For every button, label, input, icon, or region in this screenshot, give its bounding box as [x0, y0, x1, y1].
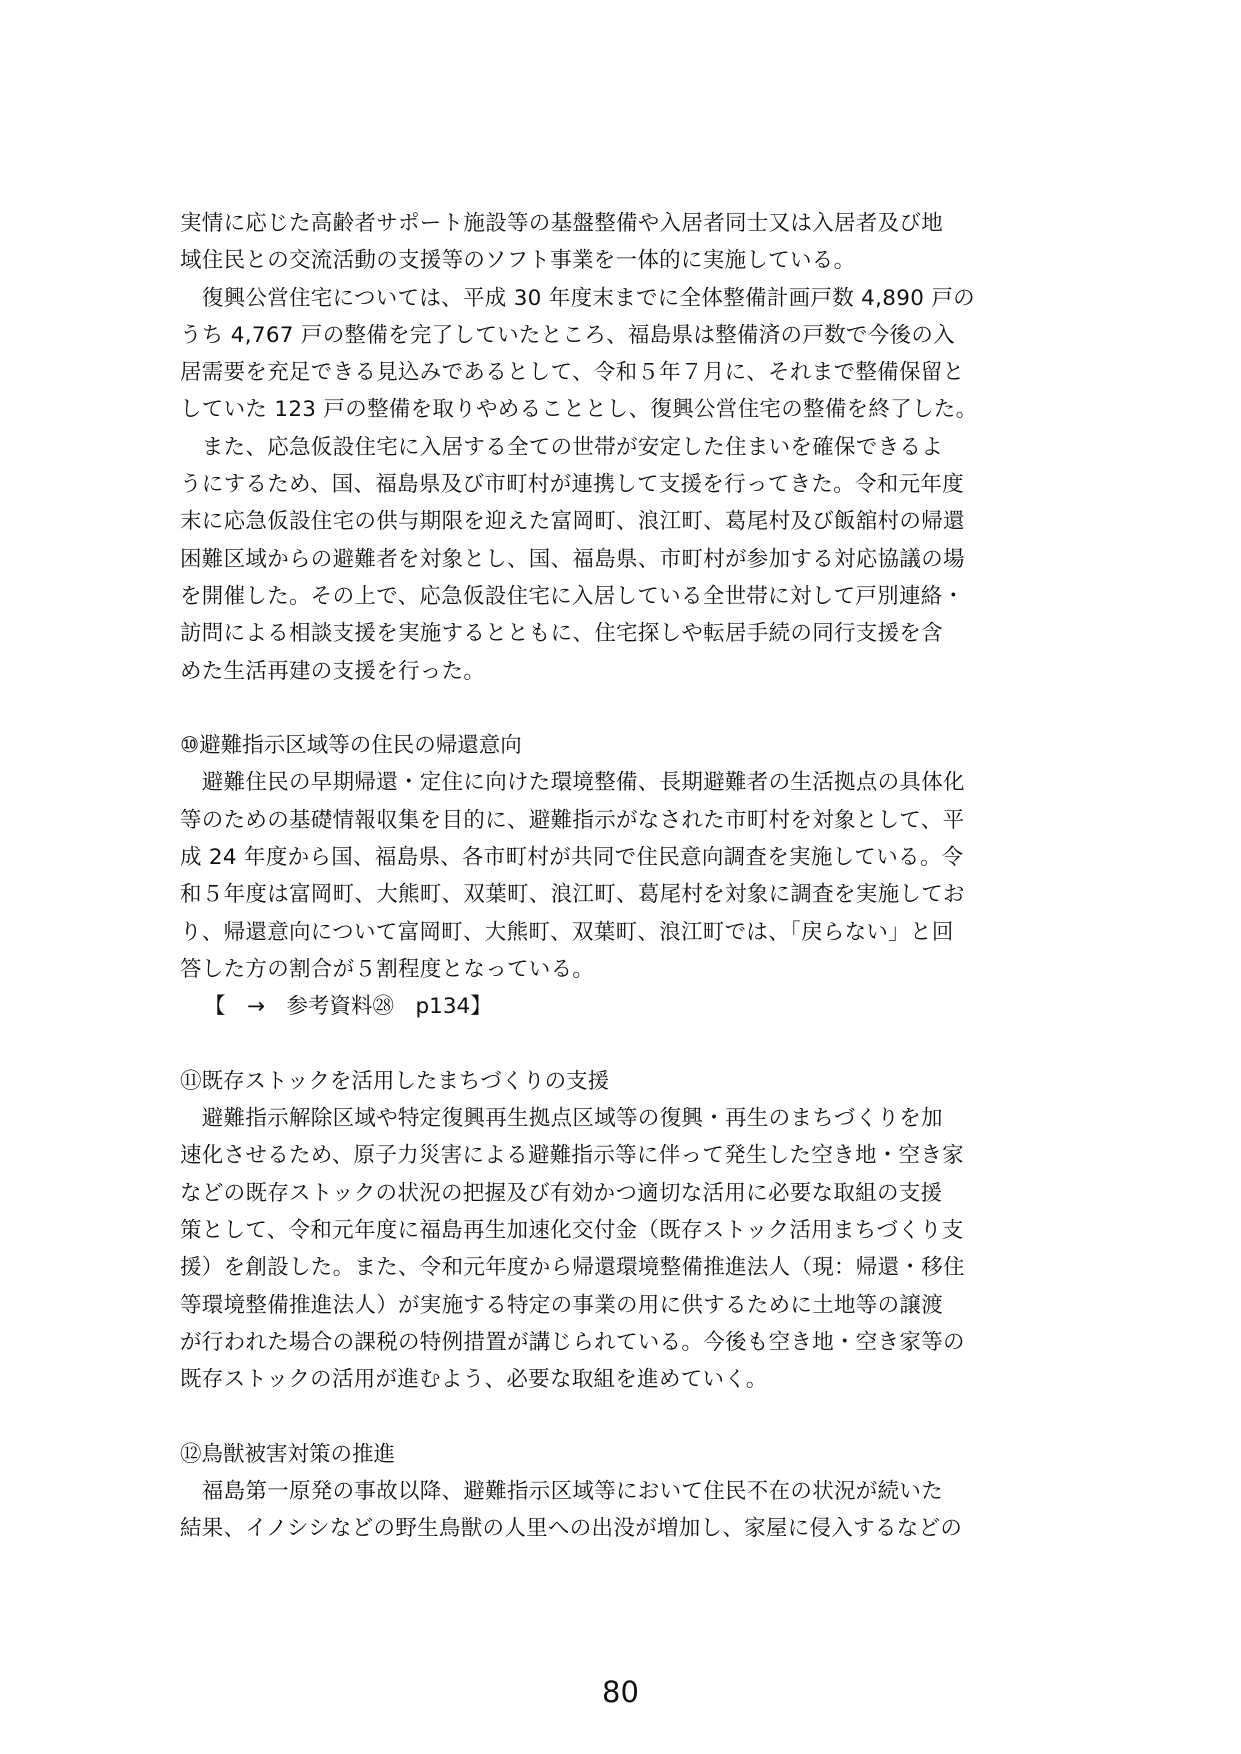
text-line: 答した方の割合が５割程度となっている。 [180, 956, 595, 982]
section-10 [180, 727, 1065, 1025]
text-line: 福島第一原発の事故以降、避難指示区域等において住民不在の状況が続いた [180, 1479, 944, 1505]
text-line: 等環境整備推進法人）が実施する特定の事業の用に供するために土地等の譲渡 [180, 1292, 944, 1318]
text-line: 援）を創設した。また、令和元年度から帰還環境整備推進法人（現：帰還・移住 [180, 1255, 965, 1281]
document-body [180, 205, 1065, 1548]
section-gap [180, 690, 1065, 727]
text-line: 成 24 年度から国、福島県、各市町村が共同で住民意向調査を実施している。令 [180, 845, 964, 871]
paragraph-temporary-housing [180, 429, 1065, 690]
paragraph-intro [180, 205, 1065, 280]
text-line: 和５年度は富岡町、大熊町、双葉町、浪江町、葛尾村を対象に調査を実施してお [180, 882, 965, 908]
text-line: 訪問による相談支援を実施するとともに、住宅探しや転居手続の同行支援を含 [180, 621, 944, 647]
text-line: 実情に応じた高齢者サポート施設等の基盤整備や入居者同士又は入居者及び地 [180, 211, 944, 236]
text-line: めた生活再建の支援を行った。 [180, 658, 486, 684]
text-line: などの既存ストックの状況の把握及び有効かつ適切な活用に必要な取組の支援 [180, 1180, 943, 1206]
section-12 [180, 1436, 1065, 1548]
reference-note: 【 → 参考資料㉘ p134】 [204, 994, 492, 1020]
section-heading: ⑫鳥獣被害対策の推進 [180, 1441, 396, 1467]
text-line: 域住民との交流活動の支援等のソフト事業を一体的に実施している。 [180, 248, 856, 274]
text-line: していた 123 戸の整備を取りやめることとし、復興公営住宅の整備を終了した。 [180, 397, 978, 423]
text-line: 避難住民の早期帰還・定住に向けた環境整備、長期避難者の生活拠点の具体化 [180, 770, 965, 796]
section-gap [180, 1399, 1065, 1436]
text-line: 避難指示解除区域や特定復興再生拠点区域等の復興・再生のまちづくりを加 [180, 1106, 943, 1132]
text-line: 策として、令和元年度に福島再生加速化交付金（既存ストック活用まちづくり支 [180, 1218, 964, 1244]
text-line: り、帰還意向について富岡町、大熊町、双葉町、浪江町では、「戻らない」と回 [180, 919, 954, 945]
section-11 [180, 1063, 1065, 1399]
text-line: 末に応急仮設住宅の供与期限を迎えた富岡町、浪江町、葛尾村及び飯舘村の帰還 [180, 509, 965, 535]
text-line: 既存ストックの活用が進むよう、必要な取組を進めていく。 [180, 1367, 768, 1393]
section-heading: ⑪既存ストックを活用したまちづくりの支援 [180, 1068, 610, 1094]
text-line: 結果、イノシシなどの野生鳥獣の人里への出没が増加し、家屋に侵入するなどの [180, 1516, 963, 1542]
text-line: を開催した。その上で、応急仮設住宅に入居している全世帯に対して戸別連絡・ [180, 583, 965, 609]
text-line: 速化させるため、原子力災害による避難指示等に伴って発生した空き地・空き家 [180, 1143, 964, 1169]
page-number: 80 [602, 1675, 639, 1709]
section-heading: ⑩避難指示区域等の住民の帰還意向 [180, 733, 522, 759]
text-line: 困難区域からの避難者を対象とし、国、福島県、市町村が参加する対応協議の場 [180, 546, 965, 572]
text-line: 復興公営住宅については、平成 30 年度末までに全体整備計画戸数 4,890 戸の [180, 285, 975, 311]
text-line: 等のための基礎情報収集を目的に、避難指示がなされた市町村を対象として、平 [180, 807, 965, 833]
section-gap [180, 1026, 1065, 1063]
text-line: が行われた場合の課税の特例措置が講じられている。今後も空き地・空き家等の [180, 1329, 965, 1355]
text-line: また、応急仮設住宅に入居する全ての世帯が安定した住まいを確保できるよ [180, 434, 944, 460]
text-line: うち 4,767 戸の整備を完了していたところ、福島県は整備済の戸数で今後の入 [180, 322, 955, 348]
paragraph-public-housing [180, 280, 1065, 429]
text-line: うにするため、国、福島県及び市町村が連携して支援を行ってきた。令和元年度 [180, 472, 964, 498]
text-line: 居需要を充足できる見込みであるとして、令和５年７月に、それまで整備保留と [180, 360, 965, 386]
